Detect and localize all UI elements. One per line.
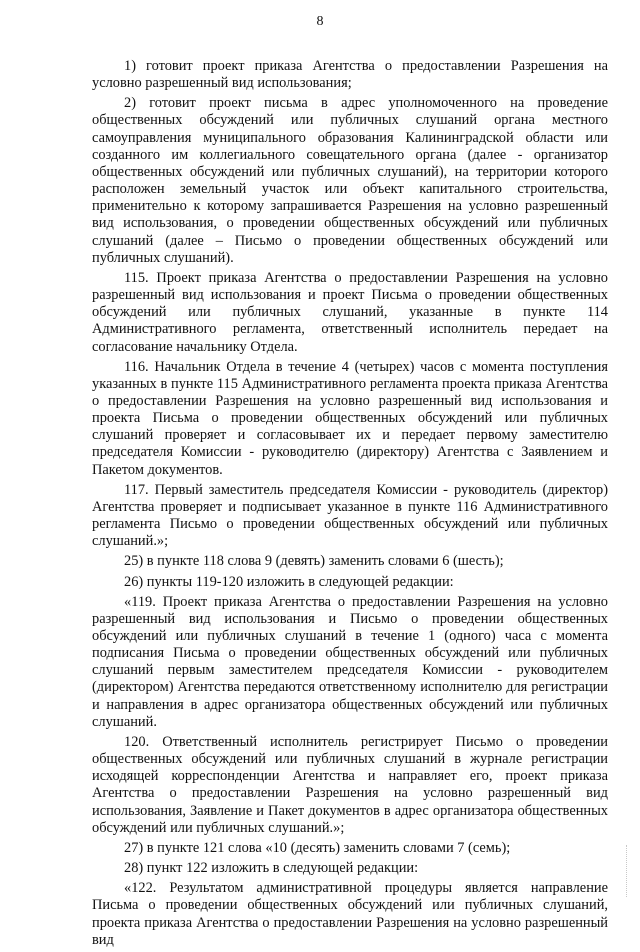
paragraph-1: 1) готовит проект приказа Агентства о предоставлении Разрешения на условно разрешенный вид использования; (92, 58, 608, 92)
amendment-26: 26) пункты 119-120 изложить в следующей редакции: (124, 573, 454, 590)
document-body (92, 58, 608, 952)
paragraph-116: 116. Начальник Отдела в течение 4 (четырех) часов с момента поступления указанных в пункте 115 Административного регламента проекта приказа Агентства о предоставлении Разрешения на условно разрешенный вид использования и проекта Письма о проведении общественных обсуждений или публичных слушаний проверяет и согласовывает их и передает первому заместителю председателя Комиссии - руководителю (директору) Агентства с Заявлением и Пакетом документов. (92, 358, 608, 478)
paragraph-117: 117. Первый заместитель председателя Комиссии - руководитель (директор) Агентства проверяет и подписывает указанное в пункте 116 Административного регламента Письмо о проведении общественных обсуждений или публичных слушаний.»; (92, 481, 608, 550)
amendment-27: 27) в пункте 121 слова «10 (десять) заменить словами 7 (семь); (124, 839, 511, 856)
amendment-28: 28) пункт 122 изложить в следующей редакции: (124, 860, 419, 877)
paragraph-120: 120. Ответственный исполнитель регистрирует Письмо о проведении общественных обсуждений или публичных слушаний в журнале регистрации исходящей корреспонденции Агентства и направляет его, проект приказа Агентства о предоставлении Разрешения на условно разрешенный вид использования, Заявление и Пакет документов в адрес организатора общественных обсуждений или публичных слушаний.»; (92, 733, 608, 836)
scan-margin-mark (626, 845, 631, 897)
paragraph-115: 115. Проект приказа Агентства о предоставлении Разрешения на условно разрешенный вид использования и проект Письма о проведении общественных обсуждений или публичных слушаний, указанные в пункте 114 Административного регламента, ответственный исполнитель передает на согласование начальнику Отдела. (92, 269, 608, 355)
amendment-25: 25) в пункте 118 слова 9 (девять) заменить словами 6 (шесть); (124, 553, 504, 570)
paragraph-119: «119. Проект приказа Агентства о предоставлении Разрешения на условно разрешенный вид использования и Письмо о проведении общественных обсуждений или публичных слушаний в течение 1 (одного) часа с момента подписания Письма о проведении общественных обсуждений или публичных слушаний первым заместителем председателя Комиссии - руководителем (директором) Агентства передаются ответственному исполнителю для регистрации и направления в адрес организатора общественных обсуждений или публичных слушаний. (92, 593, 608, 730)
paragraph-2: 2) готовит проект письма в адрес уполномоченного на проведение общественных обсуждений или публичных слушаний органа местного самоуправления муниципального образования Калининградской области или созданного им коллегиального совещательного органа (далее - организатор общественных обсуждений или публичных слушаний), на территории которого расположен земельный участок или объект капитального строительства, применительно к которому запрашивается Разрешения на условно разрешенный вид использования, о проведении общественных обсуждений или публичных слушаний (далее – Письмо о проведении общественных обсуждений или публичных слушаний). (92, 95, 608, 266)
page-number: 8 (316, 14, 324, 29)
paragraph-122: «122. Результатом административной процедуры является направление Письма о проведении общественных обсуждений или публичных слушаний, проекта приказа Агентства о предоставлении Разрешения на условно разрешенный вид (92, 880, 608, 948)
